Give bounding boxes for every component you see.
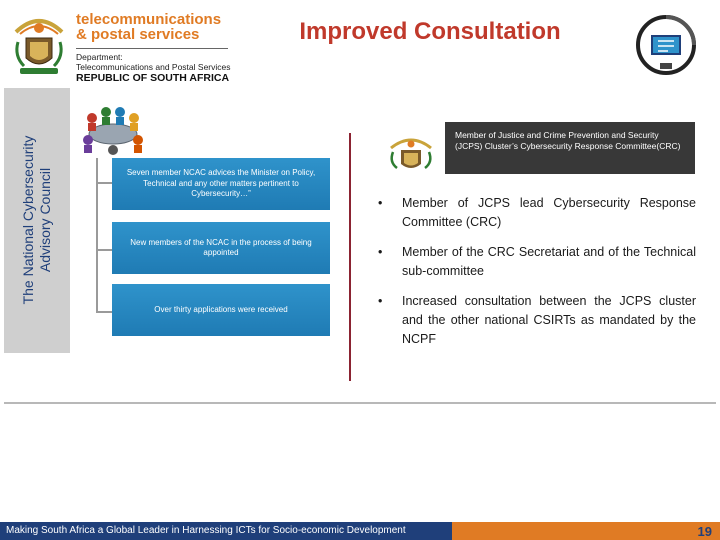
footer-tagline-panel bbox=[0, 522, 452, 540]
list-item bbox=[378, 243, 696, 281]
sidebar bbox=[4, 88, 70, 353]
coat-of-arms-icon bbox=[10, 12, 68, 78]
sidebar-title-line1: The National Cybersecurity bbox=[20, 135, 36, 305]
footer-bar bbox=[0, 522, 720, 540]
bullet-icon: • bbox=[378, 196, 383, 210]
list-item bbox=[378, 194, 696, 232]
bullet-icon: • bbox=[378, 245, 383, 259]
sidebar-title bbox=[20, 136, 54, 305]
dept-name-line1: telecommunications bbox=[76, 11, 222, 28]
sidebar-title-line2: Advisory Council bbox=[37, 167, 53, 273]
dept-label: Department: bbox=[76, 52, 123, 62]
center-divider bbox=[349, 133, 351, 381]
dept-name-line2: & postal services bbox=[76, 26, 200, 43]
coat-of-arms-icon bbox=[383, 134, 439, 174]
crc-bullet-list bbox=[378, 194, 696, 349]
footer-tagline: Making South Africa a Global Leader in Harnessing ICTs for Socio-economic Development bbox=[6, 525, 406, 536]
tree-branch-1 bbox=[96, 182, 112, 184]
tree-branch-3 bbox=[96, 311, 112, 313]
page-number: 19 bbox=[697, 524, 712, 539]
dept-country: REPUBLIC OF SOUTH AFRICA bbox=[76, 72, 230, 84]
list-item bbox=[378, 292, 696, 349]
cybersecurity-hub-logo-icon bbox=[628, 14, 704, 76]
bullet-icon: • bbox=[378, 294, 383, 308]
bullet-text: Member of the CRC Secretariat and of the Technical sub-committee bbox=[402, 245, 696, 278]
tree-branch-2 bbox=[96, 249, 112, 251]
bullet-text: Member of JCPS lead Cybersecurity Response Committee (CRC) bbox=[402, 196, 696, 229]
dept-full-name: Telecommunications and Postal Services bbox=[76, 62, 231, 72]
department-logo bbox=[10, 10, 235, 84]
ncac-point-3: Over thirty applications were received bbox=[112, 284, 330, 336]
meeting-table-icon bbox=[78, 100, 148, 158]
ncac-point-1: Seven member NCAC advices the Minister on Policy, Technical and any other matters pertinent to Cybersecurity…” bbox=[112, 158, 330, 210]
dept-divider bbox=[76, 48, 228, 49]
slide-title: Improved Consultation bbox=[299, 18, 561, 45]
ncac-point-2: New members of the NCAC in the process of being appointed bbox=[112, 222, 330, 274]
jcps-membership-box: Member of Justice and Crime Prevention and Security (JCPS) Cluster’s Cybersecurity Response Committee(CRC) bbox=[445, 122, 695, 174]
bullet-text: Increased consultation between the JCPS cluster and the other national CSIRTs as mandated by the NCPF bbox=[402, 294, 696, 346]
content-bottom-rule bbox=[4, 402, 716, 404]
